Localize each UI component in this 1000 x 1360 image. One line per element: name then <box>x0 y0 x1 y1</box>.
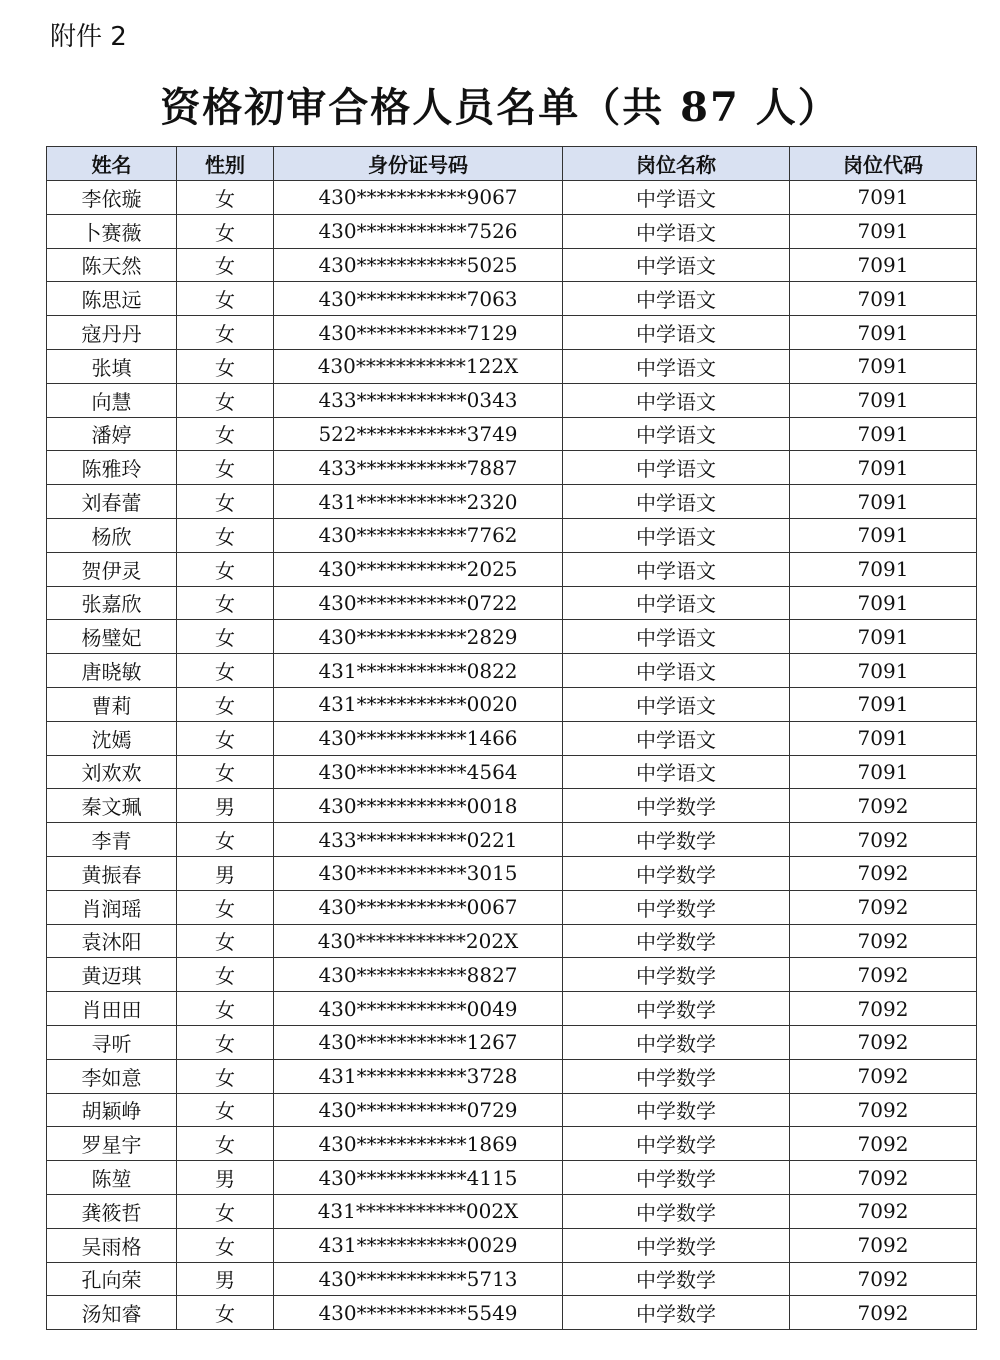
table-row <box>47 1093 977 1127</box>
cell-position-code: 7091 <box>790 282 977 316</box>
cell-name: 秦文珮 <box>47 789 177 823</box>
cell-position-code: 7091 <box>790 586 977 620</box>
cell-gender: 女 <box>177 417 274 451</box>
table-row <box>47 181 977 215</box>
cell-name: 杨欣 <box>47 518 177 552</box>
cell-id-number: 433***********7887 <box>274 451 563 485</box>
cell-id-number: 430***********4564 <box>274 755 563 789</box>
cell-gender: 女 <box>177 1059 274 1093</box>
cell-id-number: 431***********0020 <box>274 687 563 721</box>
cell-gender: 女 <box>177 992 274 1026</box>
cell-position-name: 中学数学 <box>563 890 790 924</box>
cell-gender: 女 <box>177 1025 274 1059</box>
cell-position-name: 中学语文 <box>563 282 790 316</box>
table-row <box>47 789 977 823</box>
cell-id-number: 430***********1466 <box>274 721 563 755</box>
column-header-name: 姓名 <box>47 147 177 181</box>
cell-position-code: 7092 <box>790 1296 977 1330</box>
cell-gender: 女 <box>177 282 274 316</box>
cell-gender: 女 <box>177 1228 274 1262</box>
cell-position-name: 中学数学 <box>563 789 790 823</box>
table-row <box>47 1127 977 1161</box>
cell-id-number: 430***********122X <box>274 349 563 383</box>
cell-id-number: 430***********8827 <box>274 958 563 992</box>
cell-name: 吴雨格 <box>47 1228 177 1262</box>
cell-position-code: 7092 <box>790 823 977 857</box>
cell-name: 杨璧妃 <box>47 620 177 654</box>
cell-name: 潘婷 <box>47 417 177 451</box>
cell-position-name: 中学语文 <box>563 214 790 248</box>
cell-position-name: 中学语文 <box>563 383 790 417</box>
cell-position-name: 中学语文 <box>563 451 790 485</box>
table-row <box>47 924 977 958</box>
cell-position-name: 中学数学 <box>563 958 790 992</box>
cell-position-code: 7091 <box>790 485 977 519</box>
cell-position-code: 7092 <box>790 1194 977 1228</box>
cell-id-number: 431***********3728 <box>274 1059 563 1093</box>
cell-gender: 女 <box>177 451 274 485</box>
cell-name: 唐晓敏 <box>47 654 177 688</box>
cell-gender: 女 <box>177 214 274 248</box>
cell-gender: 女 <box>177 721 274 755</box>
cell-id-number: 430***********0018 <box>274 789 563 823</box>
cell-gender: 女 <box>177 485 274 519</box>
table-row <box>47 755 977 789</box>
cell-position-code: 7091 <box>790 349 977 383</box>
table-row <box>47 687 977 721</box>
cell-gender: 女 <box>177 958 274 992</box>
cell-position-code: 7091 <box>790 552 977 586</box>
cell-id-number: 522***********3749 <box>274 417 563 451</box>
cell-id-number: 430***********2025 <box>274 552 563 586</box>
cell-id-number: 430***********1267 <box>274 1025 563 1059</box>
cell-gender: 男 <box>177 1262 274 1296</box>
cell-position-code: 7092 <box>790 924 977 958</box>
cell-name: 寇丹丹 <box>47 316 177 350</box>
cell-id-number: 430***********0067 <box>274 890 563 924</box>
cell-id-number: 430***********5025 <box>274 248 563 282</box>
cell-gender: 男 <box>177 856 274 890</box>
cell-position-name: 中学语文 <box>563 552 790 586</box>
cell-name: 龚筱哲 <box>47 1194 177 1228</box>
cell-position-name: 中学语文 <box>563 586 790 620</box>
cell-gender: 女 <box>177 620 274 654</box>
cell-name: 袁沐阳 <box>47 924 177 958</box>
cell-position-code: 7092 <box>790 992 977 1026</box>
cell-position-name: 中学数学 <box>563 823 790 857</box>
cell-id-number: 433***********0221 <box>274 823 563 857</box>
cell-position-name: 中学数学 <box>563 1228 790 1262</box>
cell-position-name: 中学语文 <box>563 417 790 451</box>
cell-name: 陈雅玲 <box>47 451 177 485</box>
cell-id-number: 430***********0722 <box>274 586 563 620</box>
cell-position-name: 中学数学 <box>563 1194 790 1228</box>
cell-id-number: 430***********1869 <box>274 1127 563 1161</box>
table-row <box>47 1262 977 1296</box>
cell-position-name: 中学数学 <box>563 1059 790 1093</box>
cell-id-number: 430***********0729 <box>274 1093 563 1127</box>
header-row <box>47 147 977 181</box>
cell-gender: 男 <box>177 789 274 823</box>
table-row <box>47 620 977 654</box>
cell-position-code: 7092 <box>790 789 977 823</box>
cell-position-code: 7092 <box>790 1059 977 1093</box>
table-row <box>47 654 977 688</box>
cell-position-name: 中学语文 <box>563 620 790 654</box>
cell-name: 肖田田 <box>47 992 177 1026</box>
cell-position-name: 中学语文 <box>563 755 790 789</box>
table-row <box>47 1059 977 1093</box>
cell-position-name: 中学语文 <box>563 181 790 215</box>
cell-position-name: 中学数学 <box>563 924 790 958</box>
table-row <box>47 417 977 451</box>
table-row <box>47 1194 977 1228</box>
column-header-position-code: 岗位代码 <box>790 147 977 181</box>
cell-id-number: 430***********202X <box>274 924 563 958</box>
table-row <box>47 890 977 924</box>
cell-position-name: 中学数学 <box>563 1296 790 1330</box>
cell-name: 刘欢欢 <box>47 755 177 789</box>
cell-gender: 女 <box>177 316 274 350</box>
cell-position-code: 7092 <box>790 1093 977 1127</box>
cell-name: 罗星宇 <box>47 1127 177 1161</box>
cell-gender: 女 <box>177 890 274 924</box>
qualified-candidates-table <box>46 146 977 1330</box>
table-row <box>47 349 977 383</box>
cell-name: 肖润瑶 <box>47 890 177 924</box>
column-header-position-name: 岗位名称 <box>563 147 790 181</box>
cell-position-name: 中学语文 <box>563 721 790 755</box>
cell-name: 李如意 <box>47 1059 177 1093</box>
cell-position-code: 7091 <box>790 755 977 789</box>
cell-name: 张嘉欣 <box>47 586 177 620</box>
cell-position-code: 7092 <box>790 1127 977 1161</box>
cell-id-number: 431***********0029 <box>274 1228 563 1262</box>
cell-name: 沈嫣 <box>47 721 177 755</box>
attachment-label: 附件 2 <box>50 22 127 52</box>
table-row <box>47 958 977 992</box>
cell-position-name: 中学数学 <box>563 1093 790 1127</box>
cell-position-code: 7092 <box>790 890 977 924</box>
cell-position-code: 7092 <box>790 958 977 992</box>
cell-id-number: 430***********4115 <box>274 1161 563 1195</box>
table-row <box>47 383 977 417</box>
table-row <box>47 856 977 890</box>
cell-position-code: 7091 <box>790 417 977 451</box>
cell-id-number: 430***********9067 <box>274 181 563 215</box>
cell-position-name: 中学数学 <box>563 1262 790 1296</box>
table-row <box>47 992 977 1026</box>
cell-position-name: 中学语文 <box>563 248 790 282</box>
cell-id-number: 430***********7762 <box>274 518 563 552</box>
cell-position-code: 7092 <box>790 1161 977 1195</box>
cell-gender: 女 <box>177 586 274 620</box>
cell-position-name: 中学数学 <box>563 1161 790 1195</box>
cell-gender: 女 <box>177 383 274 417</box>
table-row <box>47 721 977 755</box>
cell-id-number: 430***********2829 <box>274 620 563 654</box>
cell-name: 黄迈琪 <box>47 958 177 992</box>
table-row <box>47 1228 977 1262</box>
cell-id-number: 430***********7129 <box>274 316 563 350</box>
page-title: 资格初审合格人员名单（共 87 人） <box>160 84 840 131</box>
cell-name: 曹莉 <box>47 687 177 721</box>
table-row <box>47 823 977 857</box>
cell-position-code: 7091 <box>790 214 977 248</box>
cell-name: 黄振春 <box>47 856 177 890</box>
cell-name: 孔向荣 <box>47 1262 177 1296</box>
table-header <box>47 147 977 181</box>
table-row <box>47 586 977 620</box>
table-body <box>47 181 977 1330</box>
table-row <box>47 1296 977 1330</box>
cell-name: 刘春蕾 <box>47 485 177 519</box>
table-row <box>47 1025 977 1059</box>
cell-position-code: 7092 <box>790 1025 977 1059</box>
cell-position-code: 7091 <box>790 181 977 215</box>
column-header-id-number: 身份证号码 <box>274 147 563 181</box>
cell-gender: 女 <box>177 1127 274 1161</box>
cell-id-number: 433***********0343 <box>274 383 563 417</box>
cell-position-name: 中学语文 <box>563 687 790 721</box>
cell-name: 卜赛薇 <box>47 214 177 248</box>
cell-gender: 女 <box>177 552 274 586</box>
cell-position-name: 中学语文 <box>563 518 790 552</box>
cell-name: 向慧 <box>47 383 177 417</box>
cell-position-code: 7091 <box>790 316 977 350</box>
cell-id-number: 431***********0822 <box>274 654 563 688</box>
cell-gender: 女 <box>177 1296 274 1330</box>
cell-name: 张填 <box>47 349 177 383</box>
cell-name: 胡颖峥 <box>47 1093 177 1127</box>
cell-position-name: 中学语文 <box>563 485 790 519</box>
cell-name: 贺伊灵 <box>47 552 177 586</box>
cell-gender: 女 <box>177 654 274 688</box>
table-row <box>47 1161 977 1195</box>
cell-position-code: 7091 <box>790 654 977 688</box>
cell-gender: 女 <box>177 349 274 383</box>
cell-position-name: 中学数学 <box>563 1127 790 1161</box>
cell-gender: 女 <box>177 248 274 282</box>
cell-position-name: 中学语文 <box>563 654 790 688</box>
cell-position-code: 7091 <box>790 451 977 485</box>
cell-position-code: 7091 <box>790 518 977 552</box>
cell-gender: 女 <box>177 181 274 215</box>
cell-position-name: 中学语文 <box>563 349 790 383</box>
cell-position-code: 7092 <box>790 1262 977 1296</box>
cell-name: 陈思远 <box>47 282 177 316</box>
cell-id-number: 430***********3015 <box>274 856 563 890</box>
cell-position-code: 7092 <box>790 1228 977 1262</box>
table-row <box>47 451 977 485</box>
cell-position-name: 中学数学 <box>563 856 790 890</box>
table-row <box>47 316 977 350</box>
table-row <box>47 282 977 316</box>
table-row <box>47 248 977 282</box>
cell-name: 李青 <box>47 823 177 857</box>
cell-id-number: 430***********5549 <box>274 1296 563 1330</box>
cell-gender: 女 <box>177 1194 274 1228</box>
table-row <box>47 518 977 552</box>
table-row <box>47 214 977 248</box>
cell-id-number: 430***********7526 <box>274 214 563 248</box>
cell-gender: 女 <box>177 687 274 721</box>
cell-name: 陈天然 <box>47 248 177 282</box>
cell-position-name: 中学数学 <box>563 1025 790 1059</box>
cell-name: 李依璇 <box>47 181 177 215</box>
cell-id-number: 430***********5713 <box>274 1262 563 1296</box>
cell-id-number: 430***********7063 <box>274 282 563 316</box>
table-row <box>47 485 977 519</box>
cell-position-code: 7091 <box>790 687 977 721</box>
cell-position-name: 中学数学 <box>563 992 790 1026</box>
cell-position-code: 7091 <box>790 620 977 654</box>
cell-gender: 女 <box>177 518 274 552</box>
cell-name: 寻听 <box>47 1025 177 1059</box>
cell-gender: 男 <box>177 1161 274 1195</box>
cell-position-code: 7091 <box>790 721 977 755</box>
cell-gender: 女 <box>177 1093 274 1127</box>
cell-name: 汤知睿 <box>47 1296 177 1330</box>
cell-position-code: 7091 <box>790 248 977 282</box>
cell-gender: 女 <box>177 755 274 789</box>
table-row <box>47 552 977 586</box>
cell-position-name: 中学语文 <box>563 316 790 350</box>
cell-position-code: 7091 <box>790 383 977 417</box>
cell-name: 陈堃 <box>47 1161 177 1195</box>
cell-position-code: 7092 <box>790 856 977 890</box>
cell-id-number: 431***********002X <box>274 1194 563 1228</box>
cell-id-number: 431***********2320 <box>274 485 563 519</box>
cell-gender: 女 <box>177 924 274 958</box>
column-header-gender: 性别 <box>177 147 274 181</box>
cell-gender: 女 <box>177 823 274 857</box>
cell-id-number: 430***********0049 <box>274 992 563 1026</box>
